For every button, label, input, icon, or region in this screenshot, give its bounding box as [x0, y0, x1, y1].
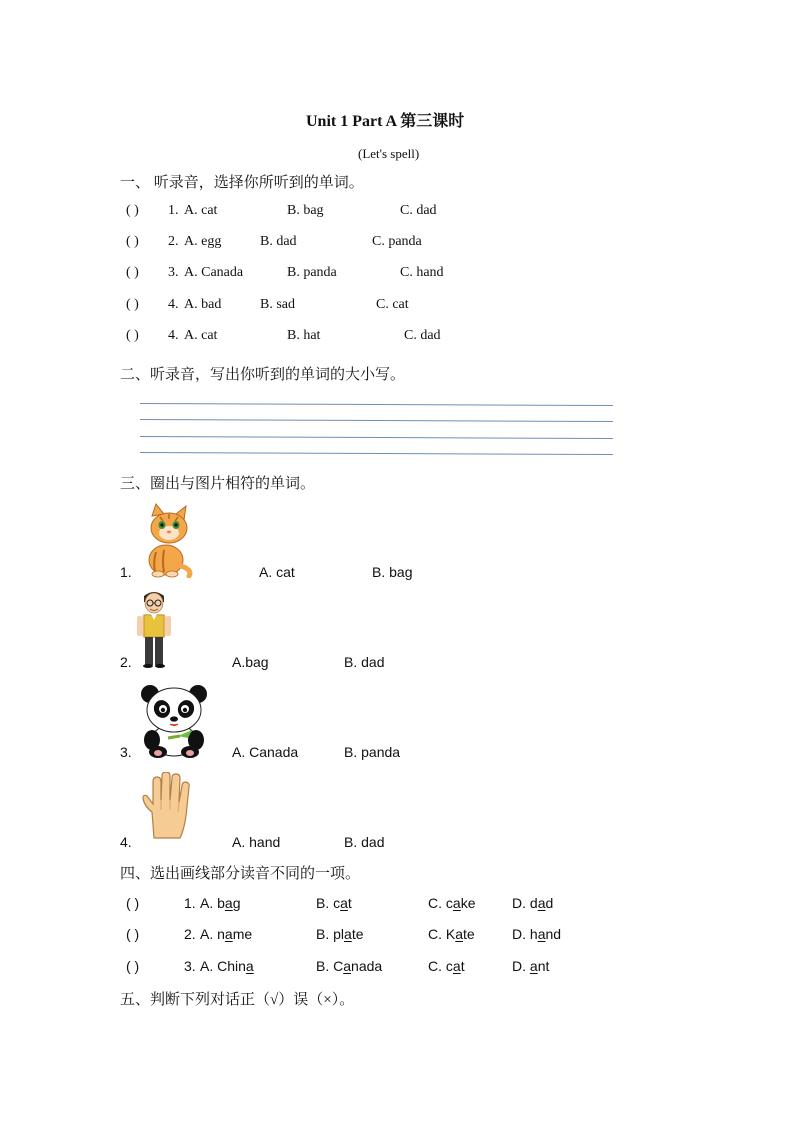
item-number: 2. [120, 654, 132, 670]
option-b[interactable]: B. panda [344, 744, 401, 760]
option-d: D. hand [512, 926, 562, 942]
option-c: C. hand [400, 265, 444, 280]
item-number: 1. [120, 564, 132, 580]
writing-line[interactable] [140, 452, 613, 455]
option-a: A. name [200, 926, 253, 942]
section2-heading: 二、听录音，写出你听到的单词的大小写。 [120, 367, 406, 383]
option-d: D. dad [512, 895, 554, 911]
option-a[interactable]: A. hand [232, 834, 281, 850]
answer-bracket[interactable]: ( ) [126, 926, 140, 942]
panda-picture [138, 682, 210, 758]
option-c: C. dad [400, 203, 437, 218]
option-a[interactable]: A. cat [259, 564, 295, 580]
section1-heading: 一、 听录音，选择你所听到的单词。 [120, 175, 364, 191]
question-number: 1. [168, 203, 179, 218]
answer-bracket[interactable]: ( ) [126, 203, 139, 218]
item-number: 3. [120, 744, 132, 760]
option-b: B. sad [260, 297, 295, 312]
question-number: 2. [184, 926, 196, 942]
option-b: B. dad [260, 234, 297, 249]
option-b[interactable]: B. dad [344, 654, 385, 670]
option-a: A. cat [184, 328, 218, 343]
option-c: C. Kate [428, 926, 475, 942]
kitten-picture [136, 502, 196, 578]
answer-bracket[interactable]: ( ) [126, 895, 140, 911]
option-c: C. dad [404, 328, 441, 343]
section3-heading: 三、圈出与图片相符的单词。 [120, 476, 316, 492]
option-a: A. cat [184, 203, 218, 218]
item-number: 4. [120, 834, 132, 850]
question-number: 3. [184, 958, 196, 974]
option-b: B. bag [287, 203, 324, 218]
section5-heading: 五、判断下列对话正（√）误（×）。 [120, 992, 355, 1008]
page-title: Unit 1 Part A 第三课时 [306, 113, 465, 130]
page-subtitle: (Let's spell) [358, 146, 420, 161]
option-a: A. bag [200, 895, 241, 911]
writing-line[interactable] [140, 419, 613, 422]
man-picture [136, 590, 172, 668]
option-b: B. cat [316, 895, 352, 911]
option-a: A. China [200, 958, 254, 974]
answer-bracket[interactable]: ( ) [126, 297, 139, 312]
option-a[interactable]: A.bag [232, 654, 269, 670]
option-c: C. cat [428, 958, 465, 974]
option-b: B. panda [287, 265, 337, 280]
question-number: 4. [168, 328, 179, 343]
writing-line[interactable] [140, 403, 613, 406]
option-c: C. cat [376, 297, 409, 312]
option-a: A. Canada [184, 265, 244, 280]
answer-bracket[interactable]: ( ) [126, 265, 139, 280]
option-c: C. cake [428, 895, 476, 911]
option-a: A. bad [184, 297, 222, 312]
option-b: B. hat [287, 328, 321, 343]
section4-heading: 四、选出画线部分读音不同的一项。 [120, 866, 361, 882]
question-number: 3. [168, 265, 179, 280]
question-number: 1. [184, 895, 196, 911]
option-d: D. ant [512, 958, 550, 974]
question-number: 2. [168, 234, 179, 249]
option-a: A. egg [184, 234, 222, 249]
answer-bracket[interactable]: ( ) [126, 234, 139, 249]
option-b[interactable]: B. bag [372, 564, 413, 580]
writing-line[interactable] [140, 436, 613, 439]
answer-bracket[interactable]: ( ) [126, 958, 140, 974]
option-b: B. Canada [316, 958, 383, 974]
answer-bracket[interactable]: ( ) [126, 328, 139, 343]
question-number: 4. [168, 297, 179, 312]
option-b[interactable]: B. dad [344, 834, 385, 850]
option-b: B. plate [316, 926, 364, 942]
option-a[interactable]: A. Canada [232, 744, 299, 760]
hand-picture [140, 772, 196, 842]
option-c: C. panda [372, 234, 422, 249]
